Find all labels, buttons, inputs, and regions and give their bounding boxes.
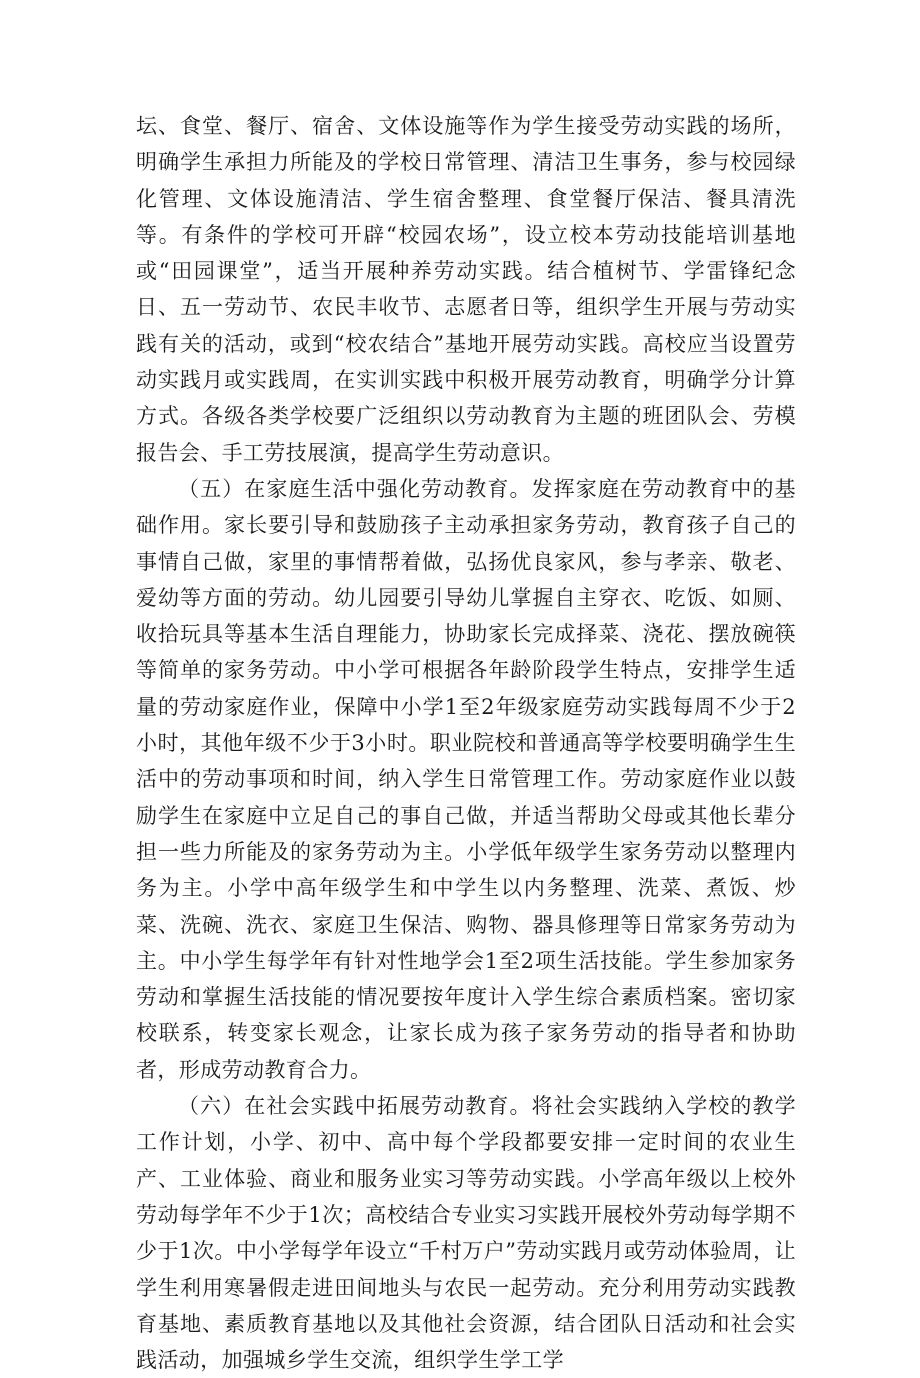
paragraph-section-5: （五）在家庭生活中强化劳动教育。发挥家庭在劳动教育中的基础作用。家长要引导和鼓励孩子主动承担家务劳动，教育孩子自己的事情自己做，家里的事情帮着做，弘扬优良家风，参与孝亲、敬老、爱幼等方面的劳动。幼儿园要引导幼儿掌握自主穿衣、吃饭、如厕、收拾玩具等基本生活自理能力，协助家长完成择菜、浇花、摆放碗筷等简单的家务劳动。中小学可根据各年龄阶段学生特点，安排学生适量的劳动家庭作业，保障中小学1至2年级家庭劳动实践每周不少于2小时，其他年级不少于3小时。职业院校和普通高等学校要明确学生生活中的劳动事项和时间，纳入学生日常管理工作。劳动家庭作业以鼓励学生在家庭中立足自己的事自己做，并适当帮助父母或其他长辈分担一些力所能及的家务劳动为主。小学低年级学生家务劳动以整理内务为主。小学中高年级学生和中学生以内务整理、洗菜、煮饭、炒菜、洗碗、洗衣、家庭卫生保洁、购物、器具修理等日常家务劳动为主。中小学生每学年有针对性地学会1至2项生活技能。学生参加家务劳动和掌握生活技能的情况要按年度计入学生综合素质档案。密切家校联系，转变家长观念，让家长成为孩子家务劳动的指导者和协助者，形成劳动教育合力。 (136, 476, 796, 1082)
document-body (136, 108, 796, 1378)
paragraph-continuation: 坛、食堂、餐厅、宿舍、文体设施等作为学生接受劳动实践的场所，明确学生承担力所能及的学校日常管理、清洁卫生事务，参与校园绿化管理、文体设施清洁、学生宿舍整理、食堂餐厅保洁、餐具清洗等。有条件的学校可开辟“校园农场”，设立校本劳动技能培训基地或“田园课堂”，适当开展种养劳动实践。结合植树节、学雷锋纪念日、五一劳动节、农民丰收节、志愿者日等，组织学生开展与劳动实践有关的活动，或到“校农结合”基地开展劳动实践。高校应当设置劳动实践月或实践周，在实训实践中积极开展劳动教育，明确学分计算方式。各级各类学校要广泛组织以劳动教育为主题的班团队会、劳模报告会、手工劳技展演，提高学生劳动意识。 (136, 114, 796, 465)
paragraph-section-6: （六）在社会实践中拓展劳动教育。将社会实践纳入学校的教学工作计划，小学、初中、高中每个学段都要安排一定时间的农业生产、工业体验、商业和服务业实习等劳动实践。小学高年级以上校外劳动每学年不少于1次；高校结合专业实习实践开展校外劳动每学期不少于1次。中小学每学年设立“千村万户”劳动实践月或劳动体验周，让学生利用寒暑假走进田间地头与农民一起劳动。充分利用劳动实践教育基地、素质教育基地以及其他社会资源，结合团队日活动和社会实践活动，加强城乡学生交流，组织学生学工学 (136, 1094, 796, 1373)
